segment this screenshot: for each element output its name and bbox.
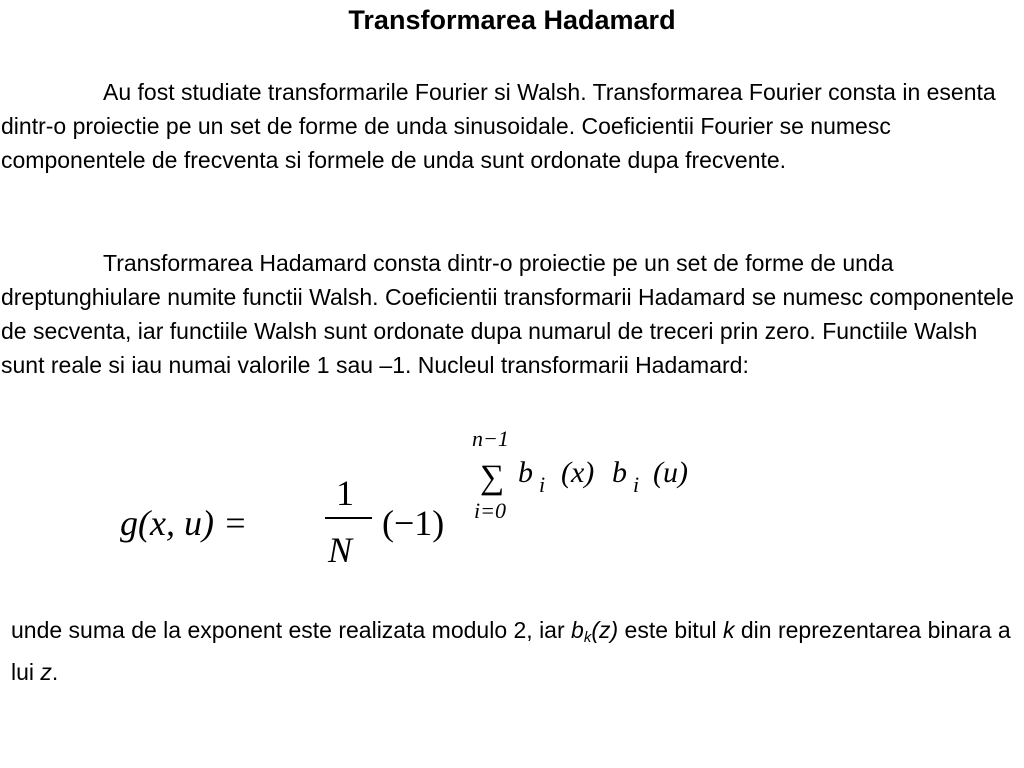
note-part3: din reprezentarea binara a lui bbox=[11, 617, 1011, 685]
summand-i2: i bbox=[633, 472, 640, 497]
paragraph-hadamard-text: Transformarea Hadamard consta dintr-o proiectie pe un set de forme de unda dreptunghiulare numite functii Walsh. Coeficientii transformarii Hadamard se numesc componentele de secventa, iar functiile Walsh sunt ordonate dupa numarul de treceri prin zero. Functiile Walsh sunt reale si iau numai valorile 1 sau –1. Nucleul transformarii Hadamard: bbox=[1, 250, 1014, 378]
note-k-sub: k bbox=[583, 629, 592, 646]
footnote bbox=[11, 613, 1011, 689]
note-k: k bbox=[723, 617, 735, 643]
summand-i1: i bbox=[539, 472, 546, 497]
sum-upper-limit: n−1 bbox=[472, 426, 509, 451]
paragraph-fourier-text: Au fost studiate transformarile Fourier si Walsh. Transformarea Fourier consta in esenta dintr-o proiectie pe un set de forme de unda sinusoidale. Coeficientii Fourier se numesc componentele de frecventa si formele de unda sunt ordonate dupa frecvente. bbox=[1, 79, 996, 173]
formula-base: (−1) bbox=[382, 503, 445, 543]
note-b: b bbox=[571, 617, 584, 643]
sum-sign: ∑ bbox=[480, 459, 505, 496]
formula-denominator: N bbox=[328, 530, 353, 570]
note-z: z bbox=[40, 659, 52, 685]
summand-b1: b bbox=[518, 456, 533, 489]
paragraph-hadamard bbox=[1, 246, 1023, 382]
note-part4: . bbox=[51, 659, 59, 685]
formula-numerator: 1 bbox=[336, 473, 354, 513]
paragraph-fourier bbox=[1, 75, 1023, 177]
page-title: Transformarea Hadamard bbox=[348, 5, 676, 35]
note-part1: unde suma de la exponent este realizata modulo 2, iar bbox=[11, 617, 572, 643]
summand-b2: b bbox=[612, 456, 627, 489]
note-z-arg: (z) bbox=[591, 617, 619, 643]
summand-u: (u) bbox=[653, 456, 688, 489]
summand-x: (x) bbox=[561, 456, 595, 489]
formula-lhs: g(x, u) = bbox=[120, 503, 248, 543]
note-part2: este bitul bbox=[618, 617, 723, 643]
sum-lower-limit: i=0 bbox=[474, 498, 506, 523]
